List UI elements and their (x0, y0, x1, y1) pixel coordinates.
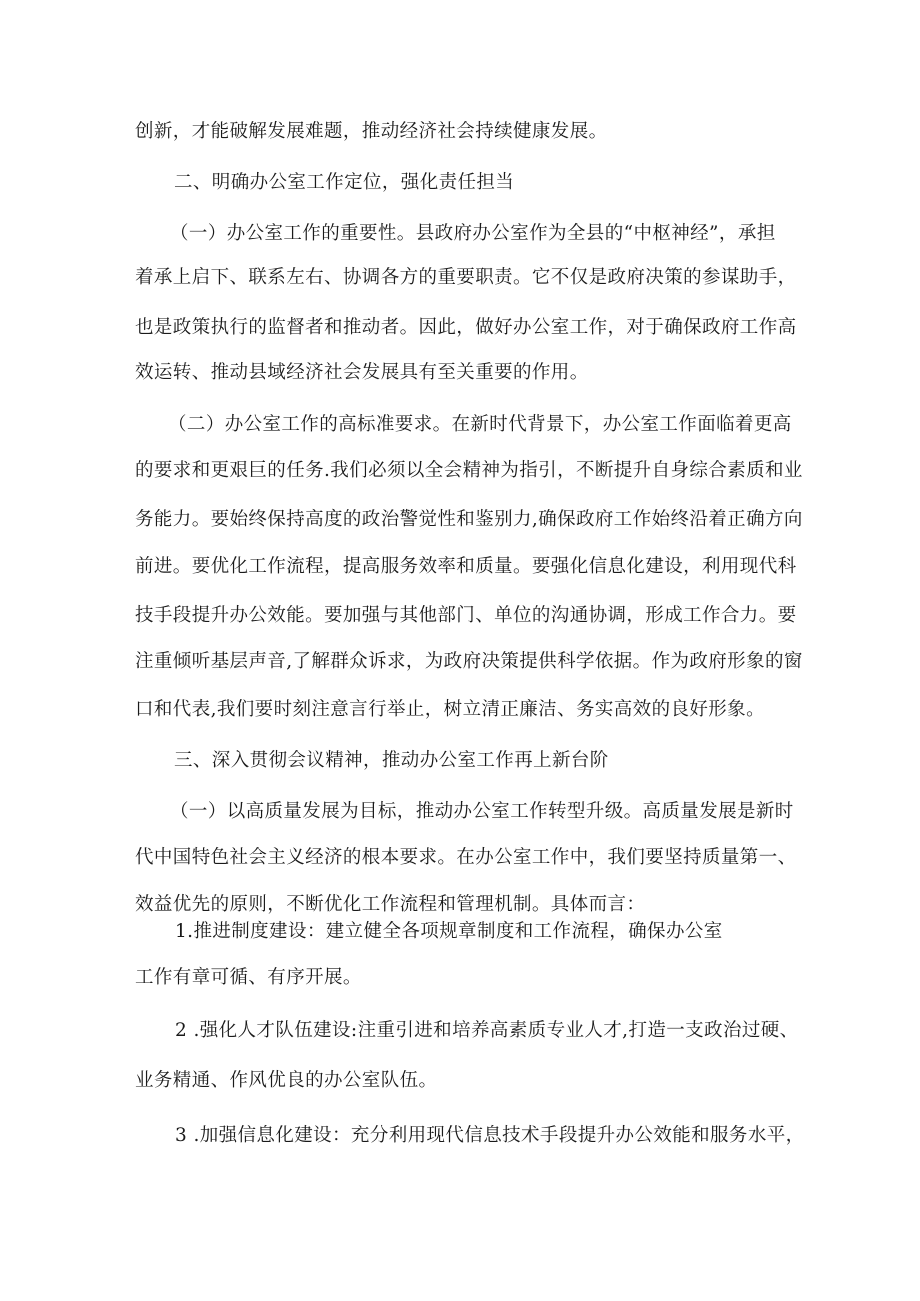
paragraph-line: 口和代表,我们要时刻注意言行举止，树立清正廉洁、务实高效的良好形象。 (135, 699, 765, 720)
list-item-line: 3 .加强信息化建设：充分利用现代信息技术手段提升办公效能和服务水平， (175, 1125, 805, 1146)
paragraph-line: 效益优先的原则，不断优化工作流程和管理机制。具体而言： (135, 894, 646, 915)
paragraph-line: 前进。要优化工作流程，提高服务效率和质量。要强化信息化建设，利用现代科 (135, 556, 797, 577)
list-item-line: 业务精通、作风优良的办公室队伍。 (135, 1070, 438, 1091)
paragraph-line: 创新，才能破解发展难题，推动经济社会持续健康发展。 (135, 121, 608, 142)
paragraph-line: （一）以高质量发展为目标，推动办公室工作转型升级。高质量发展是新时 (170, 801, 794, 822)
paragraph-line: 也是政策执行的监督者和推动者。因此，做好办公室工作，对于确保政府工作高 (135, 317, 797, 338)
paragraph-line: 着承上启下、联系左右、协调各方的重要职责。它不仅是政府决策的参谋助手， (135, 267, 797, 288)
section-heading: 三、深入贯彻会议精神，推动办公室工作再上新台阶 (174, 750, 609, 771)
list-item-line: 2 .强化人才队伍建设:注重引进和培养高素质专业人才,打造一支政治过硬、 (175, 1020, 799, 1041)
paragraph-line: （二）办公室工作的高标准要求。在新时代背景下，办公室工作面临着更高 (168, 414, 792, 435)
paragraph-line: 务能力。要始终保持高度的政治警觉性和鉴别力,确保政府工作始终沿着正确方向 (135, 509, 803, 530)
paragraph-line: 代中国特色社会主义经济的根本要求。在办公室工作中，我们要坚持质量第一、 (135, 847, 797, 868)
list-item-line: 1.推进制度建设：建立健全各项规章制度和工作流程，确保办公室 (175, 921, 723, 942)
paragraph-line: 的要求和更艰巨的任务.我们必须以全会精神为指引，不断提升自身综合素质和业 (135, 460, 803, 481)
paragraph-line: （一）办公室工作的重要性。县政府办公室作为全县的“中枢神经”，承担 (170, 223, 776, 244)
section-heading: 二、明确办公室工作定位，强化责任担当 (174, 172, 515, 193)
paragraph-line: 注重倾听基层声音,了解群众诉求，为政府决策提供科学依据。作为政府形象的窗 (135, 651, 803, 672)
list-item-line: 工作有章可循、有序开展。 (135, 967, 362, 988)
paragraph-line: 技手段提升办公效能。要加强与其他部门、单位的沟通协调，形成工作合力。要 (135, 605, 797, 626)
paragraph-line: 效运转、推动县域经济社会发展具有至关重要的作用。 (135, 362, 589, 383)
